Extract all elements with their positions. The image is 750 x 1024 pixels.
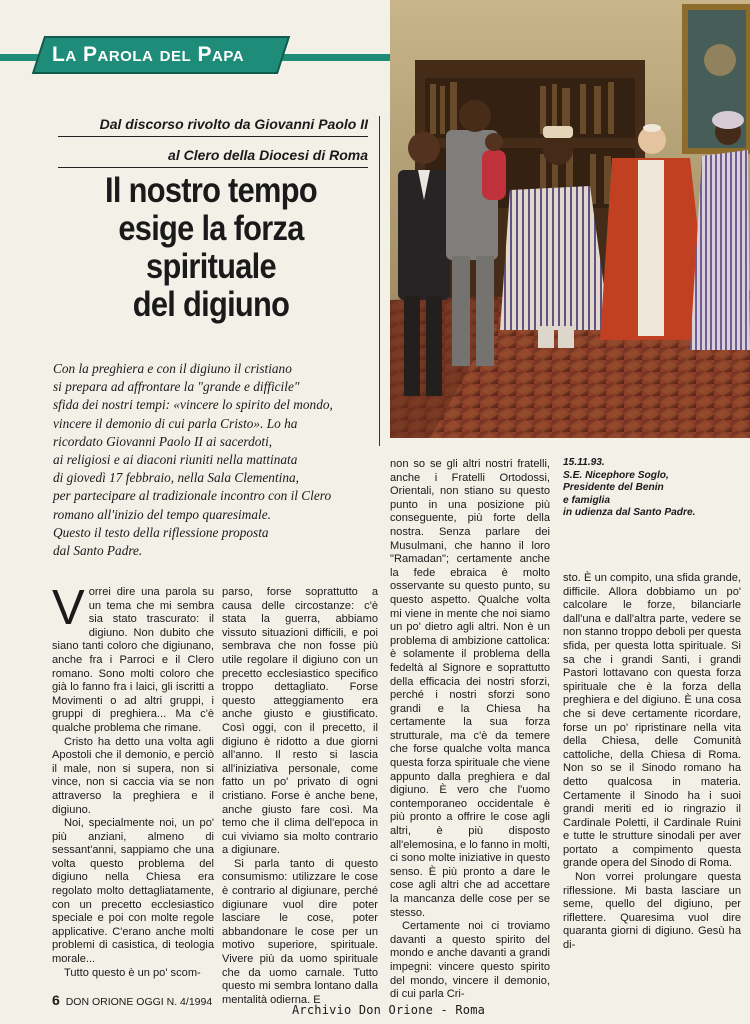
body-paragraph: Noi, specialmente noi, un po' più anziani, almeno di sessant'anni, sappiamo che una volta questo problema del digiuno nella Chiesa era regolato molto dettagliatamente, con un precetto ecclesiastico speciale e poi con molte regole applicative. C'erano anche molti problemi di casistica, di teologia morale... bbox=[52, 817, 214, 966]
body-paragraph: Cristo ha detto una volta agli Apostoli che il demonio, e perciò il male, non si supera, non si vince, non si caccia via se non attraverso la preghiera e il digiuno. bbox=[52, 735, 214, 816]
subtitle bbox=[58, 112, 368, 168]
caption-line: Presidente del Benin bbox=[563, 482, 664, 493]
intro-line: Con la preghiera e con il digiuno il cristiano bbox=[53, 361, 292, 376]
caption-line: S.E. Nicephore Soglo, bbox=[563, 469, 669, 481]
body-paragraph: non so se gli altri nostri fratelli, anche i Fratelli Ortodossi, Orientali, non stiano su questo punto in una posizione più conseguente, più forte della nostra. Senza parlare dei Musulmani, che hanno il loro "Ramadan"; certamente anche la fede ebraica è molto osservante su questo punto, su questo aspetto. Qualche volta mi viene in mente che noi siamo un po' dietro agli altri. Non è un problema di ambizione cattolica: è solamente il problema della fedeltà al Signore e soprattutto della efficacia dei nostri sforzi, perché i nostri sforzi sono grandi e la Chiesa ha certamente la sua forza strutturale, ma c'è da temere che forse qualche volta manca questa forza spirituale che viene appunto dalla preghiera e dal digiuno. È vero che l'uomo contemporaneo occidentale è più pronto a offrire le cose agli altri, è più disposto all'elemosina, e lo fanno in molti, ci sono molte iniziative in questo senso. È più pronto a dare le cose agli altri che ad accettare la mancanza delle cose per se stesso. bbox=[390, 458, 550, 919]
intro-line: Questo il testo della riflessione proposta bbox=[53, 524, 269, 540]
intro-line: sfida dei nostri tempi: «vincere lo spirito del mondo, bbox=[53, 397, 333, 413]
headline-line-2: esige la forza bbox=[118, 209, 304, 248]
headline-line-4: del digiuno bbox=[132, 285, 290, 324]
intro-line: si prepara ad affrontare la "grande e difficile" bbox=[53, 379, 300, 395]
body-paragraph: Certamente noi ci troviamo davanti a questo spirito del mondo e anche davanti a grandi impegni: vincere questo spirito del mondo, vincere il demonio, di cui parla Cri- bbox=[390, 920, 550, 1001]
body-paragraph: Tutto questo è un po' scom- bbox=[64, 966, 201, 979]
audience-photo bbox=[390, 0, 750, 438]
section-label: La Parola del Papa bbox=[52, 43, 245, 66]
intro-paragraph bbox=[53, 360, 385, 560]
body-column-2 bbox=[222, 586, 378, 1007]
body-column-3 bbox=[390, 458, 550, 1002]
intro-line: per partecipare al tradizionale incontro con il Clero bbox=[53, 488, 332, 504]
intro-line: ai religiosi e ai diaconi riuniti nella mattinata bbox=[53, 452, 298, 468]
body-paragraph: Si parla tanto di questo consumismo: utilizzare le cose è contrario al digiunare, perché digiunare vuol dire poter lasciare le cose, poter abbandonare le cose per un motivo superiore, spirituale. Vivere più da uomo spirituale che da uomo carnale. Tutto questo mi sembra lontano dalla mentalità odierna. E bbox=[222, 857, 378, 1006]
publication-name: DON ORIONE OGGI N. 4/1994 bbox=[65, 996, 213, 1008]
caption-line: e famiglia bbox=[563, 494, 610, 506]
body-paragraph: Non vorrei prolungare questa riflessione. Mi basta lasciare un seme, quello del digiuno, per riflettere. Quaresima vuol dire quaranta giorni di digiuno. Gesù ha di- bbox=[563, 871, 741, 952]
body-column-1 bbox=[52, 581, 214, 980]
headline-line-1: Il nostro tempo bbox=[105, 171, 317, 210]
article-headline bbox=[96, 172, 327, 324]
body-paragraph bbox=[52, 581, 214, 736]
body-paragraph: sto. È un compito, una sfida grande, difficile. Allora dobbiamo un po' calcolare le forze, bilanciarle dall'una e dall'altra parte, vedere se non stanno troppo deboli per questa sfida, per questa lotta spirituale. Si sa che i grandi Santi, i grandi Pastori lottavano con questa forza spirituale che è la forza della preghiera e del digiuno. È una cosa che si deve certamente ricordare, forse un po' ripristinare nella vita della Chiesa, delle Comunità cattoliche, della Chiesa di Roma. Non so se il Sinodo romano ha detto qualcosa in materia. Certamente il Sinodo ha i suoi grandi meriti ed io ringrazio il Cardinale Poletti, il Cardinale Ruini e tutte le strutture sinodali per aver portato a compimento questa grande opera del Sinodo di Roma. bbox=[563, 572, 741, 870]
headline-line-3: spirituale bbox=[146, 247, 276, 286]
page-folio bbox=[52, 992, 212, 1008]
body-paragraph: parso, forse soprattutto a causa delle circostanze: c'è stata la guerra, abbiamo vissuto situazioni difficili, e poi sembrava che non fosse più utile regolare il digiuno con un precetto ecclesiastico specifico troppo dettagliato. Forse questo atteggiamento era anche giusto e giustificato. Così oggi, con il precetto, il digiuno è ridotto a due giorni all'anno. Il resto si lascia all'iniziativa personale, come fatto un po' privato di ogni cristiano. Forse è anche bene, anche giusto fare così. Ma temo che il clima dell'epoca in cui viviamo sia molto contrario a digiunare. bbox=[222, 586, 378, 857]
intro-line: dal Santo Padre. bbox=[53, 543, 143, 559]
intro-line: ricordato Giovanni Paolo II ai sacerdoti, bbox=[53, 433, 273, 449]
archive-watermark: Archivio Don Orione - Roma bbox=[292, 1003, 486, 1017]
caption-line: in udienza dal Santo Padre. bbox=[563, 507, 696, 518]
caption-date: 15.11.93. bbox=[563, 457, 605, 468]
photo-illustration bbox=[390, 0, 750, 438]
drop-cap: V bbox=[52, 581, 85, 635]
paragraph-text: orrei dire una parola su un tema che mi sembra sia stato trascurato: il digiuno. Non dubito che siano tanti coloro che digiunano, anche fra i Parroci e il Clero romano. Sono molti coloro che già lo fanno fra i laici, gli iscritti a Movimenti o ad altri gruppi, i gruppi di preghiera... Ma c'è qualche problema che rimane. bbox=[52, 586, 214, 734]
subtitle-line-1: Dal discorso rivolto da Giovanni Paolo II bbox=[58, 112, 368, 137]
intro-line: di giovedì 17 febbraio, nella Sala Clementina, bbox=[53, 470, 299, 486]
intro-line: vincere il demonio di cui parla Cristo». Lo ha bbox=[53, 415, 298, 431]
body-column-4 bbox=[563, 572, 741, 953]
page-number: 6 bbox=[52, 992, 60, 1008]
photo-caption bbox=[563, 457, 743, 520]
subtitle-line-2: al Clero della Diocesi di Roma bbox=[58, 143, 368, 168]
intro-line: romano all'inizio del tempo quaresimale. bbox=[53, 506, 271, 522]
